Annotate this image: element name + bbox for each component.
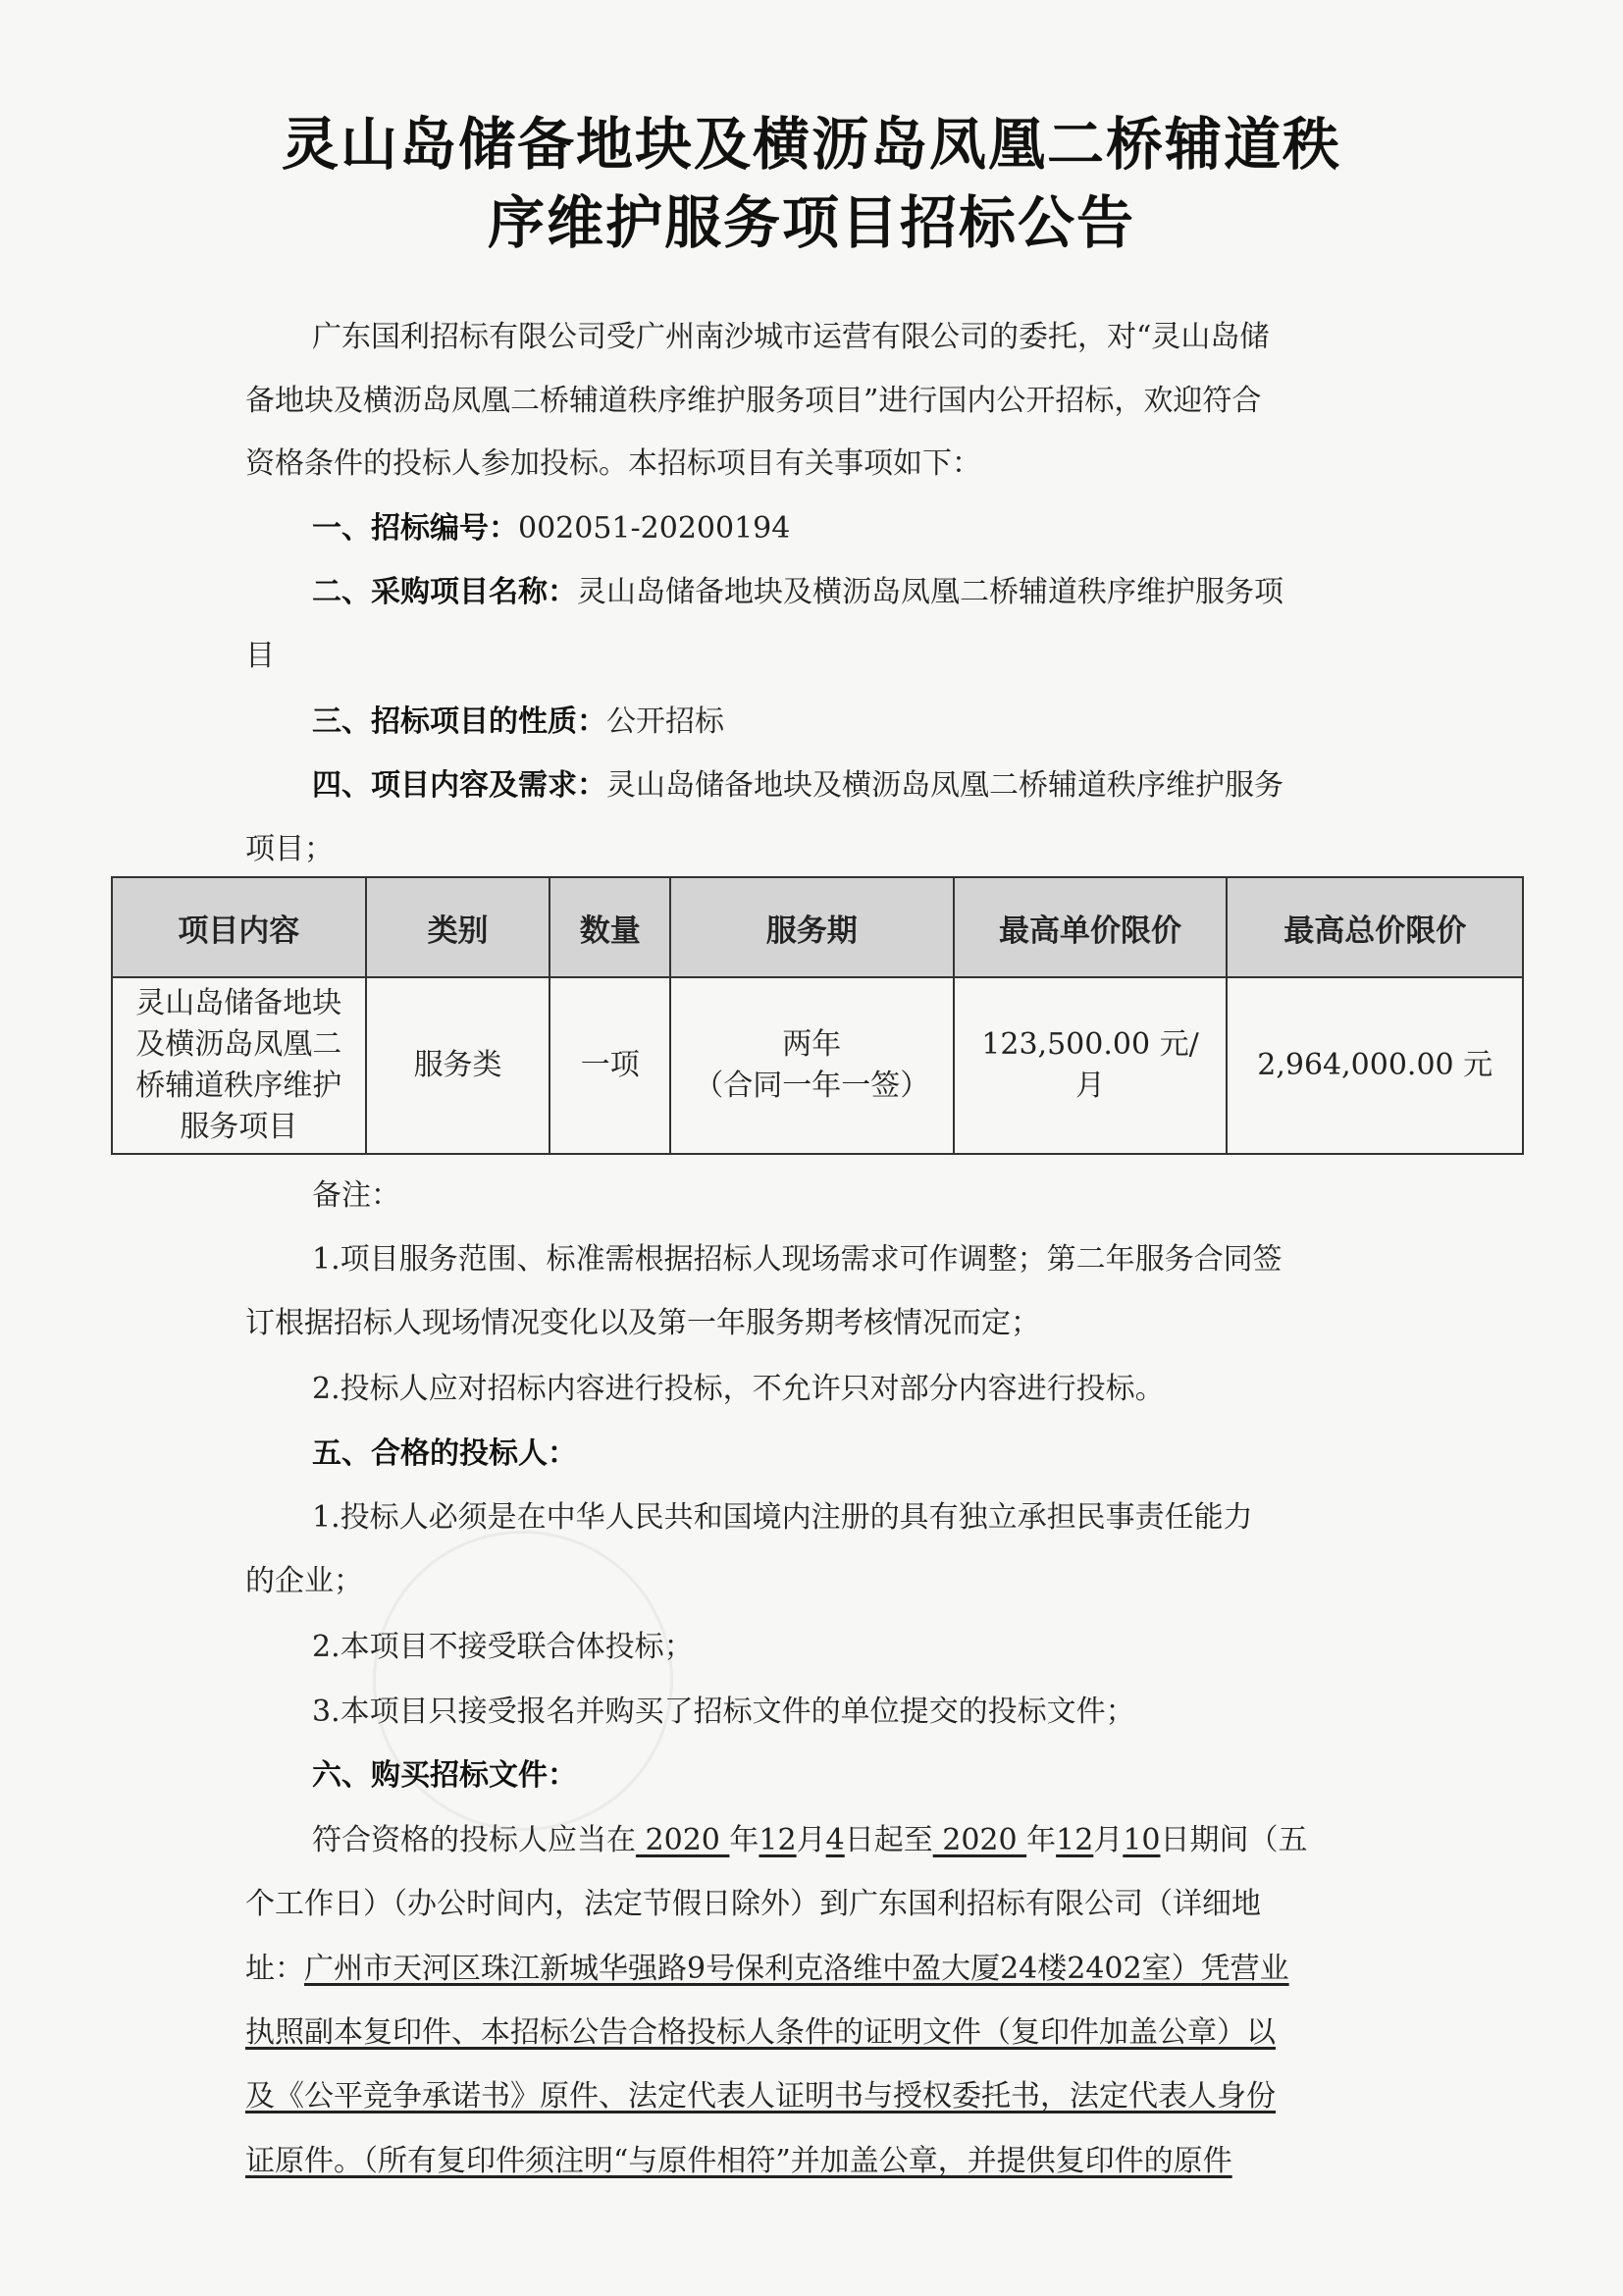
- notes-label: 备注：: [312, 1178, 400, 1213]
- section-6-label: 六、购买招标文件：: [312, 1758, 577, 1793]
- start-month: 12: [759, 1823, 797, 1857]
- cell-content-l1: 灵山岛储备地块: [135, 986, 342, 1020]
- purchase-line6: 证原件。（所有复印件须注明“与原件相符”并加盖公章，并提供复印件的原件: [245, 2144, 1232, 2178]
- note-2: 2.投标人应对招标内容进行投标，不允许只对部分内容进行投标。: [312, 1372, 1165, 1406]
- col-header-period: 服务期: [670, 877, 954, 977]
- section-2-label: 二、采购项目名称：: [312, 575, 577, 609]
- cell-total-price: 2,964,000.00 元: [1227, 977, 1523, 1154]
- end-year: 2020: [932, 1823, 1027, 1857]
- cell-category: 服务类: [366, 977, 550, 1154]
- col-header-total-price: 最高总价限价: [1227, 877, 1523, 977]
- project-name: 灵山岛储备地块及横沥岛凤凰二桥辅道秩序维护服务项: [577, 575, 1283, 609]
- cell-period-l2: （合同一年一签）: [694, 1069, 930, 1103]
- page-title-line2: 序维护服务项目招标公告: [487, 189, 1135, 256]
- purchase-text-f: 月: [1093, 1823, 1124, 1857]
- cell-content-l2: 及横沥岛凤凰二: [135, 1027, 342, 1062]
- purchase-text-a: 符合资格的投标人应当在: [312, 1823, 636, 1857]
- purchase-line1: [312, 1815, 1308, 1858]
- section-1-label: 一、招标编号：: [312, 511, 518, 546]
- cell-unit-l1: 123,500.00 元/: [981, 1027, 1199, 1062]
- section-2: [312, 567, 1283, 610]
- col-header-quantity: 数量: [550, 877, 670, 977]
- cell-unit-price: [954, 977, 1228, 1154]
- col-header-category: 类别: [366, 877, 550, 977]
- purchase-text-d: 日起至: [844, 1823, 933, 1857]
- purchase-text-c: 月: [796, 1823, 826, 1857]
- section-3: [312, 697, 724, 740]
- section-5-label: 五、合格的投标人：: [312, 1436, 577, 1471]
- qualification-3: 3.本项目只接受报名并购买了招标文件的单位提交的投标文件；: [312, 1695, 1135, 1729]
- intro-line1: 广东国利招标有限公司受广州南沙城市运营有限公司的委托，对“灵山岛储: [312, 320, 1270, 354]
- purchase-line4: 执照副本复印件、本招标公告合格投标人条件的证明文件（复印件加盖公章）以: [245, 2015, 1276, 2050]
- purchase-line2: 个工作日）（办公时间内，法定节假日除外）到广东国利招标有限公司（详细地: [245, 1887, 1261, 1921]
- end-month: 12: [1056, 1823, 1094, 1857]
- qualification-2: 2.本项目不接受联合体投标；: [312, 1630, 694, 1664]
- col-header-unit-price: 最高单价限价: [954, 877, 1228, 977]
- section-1: [312, 503, 790, 547]
- table-row: [112, 977, 1523, 1154]
- cell-period: [670, 977, 954, 1154]
- cell-unit-l2: 月: [1074, 1069, 1105, 1103]
- project-content: 灵山岛储备地块及横沥岛凤凰二桥辅道秩序维护服务: [606, 768, 1283, 803]
- section-4: [312, 760, 1283, 804]
- address-label: 址：: [245, 1952, 304, 1986]
- purchase-text-e: 年: [1026, 1823, 1057, 1857]
- start-day: 4: [825, 1823, 845, 1857]
- section-3-label: 三、招标项目的性质：: [312, 704, 606, 739]
- section-4-label: 四、项目内容及需求：: [312, 768, 606, 803]
- purchase-text-g: 日期间（五: [1160, 1823, 1308, 1857]
- purchase-line3: [245, 1944, 1289, 1987]
- note-1-line2: 订根据招标人现场情况变化以及第一年服务期考核情况而定；: [245, 1306, 1040, 1340]
- intro-line2: 备地块及横沥岛凤凰二桥辅道秩序维护服务项目”进行国内公开招标，欢迎符合: [245, 384, 1262, 418]
- col-header-content: 项目内容: [112, 877, 366, 977]
- start-year: 2020: [636, 1823, 730, 1857]
- cell-content: [112, 977, 366, 1154]
- cell-content-l3: 桥辅道秩序维护: [135, 1069, 342, 1103]
- qualification-1-line2: 的企业；: [245, 1564, 363, 1598]
- tender-nature: 公开招标: [606, 704, 724, 739]
- page-title-line1: 灵山岛储备地块及横沥岛凤凰二桥辅道秩: [281, 111, 1341, 178]
- qualification-1-line1: 1.投标人必须是在中华人民共和国境内注册的具有独立承担民事责任能力: [312, 1500, 1253, 1535]
- section-4-cont: 项目；: [245, 832, 334, 866]
- faded-seal-mark: [373, 1531, 673, 1831]
- cell-quantity: 一项: [550, 977, 670, 1154]
- cell-content-l4: 服务项目: [180, 1110, 298, 1144]
- end-day: 10: [1123, 1823, 1161, 1857]
- section-2-cont: 目: [245, 639, 275, 673]
- table-header-row: [112, 877, 1523, 977]
- project-table: [111, 876, 1524, 1155]
- tender-number: 002051-20200194: [518, 511, 791, 546]
- purchase-text-h: 凭营业: [1200, 1952, 1289, 1986]
- address-value: 广州市天河区珠江新城华强路9号保利克洛维中盈大厦24楼2402室）: [304, 1952, 1201, 1986]
- cell-period-l1: 两年: [782, 1027, 842, 1062]
- intro-line3: 资格条件的投标人参加投标。本招标项目有关事项如下：: [245, 446, 981, 481]
- purchase-text-b: 年: [729, 1823, 759, 1857]
- purchase-line5: 及《公平竞争承诺书》原件、法定代表人证明书与授权委托书，法定代表人身份: [245, 2079, 1276, 2113]
- note-1-line1: 1.项目服务范围、标准需根据招标人现场需求可作调整；第二年服务合同签: [312, 1242, 1283, 1277]
